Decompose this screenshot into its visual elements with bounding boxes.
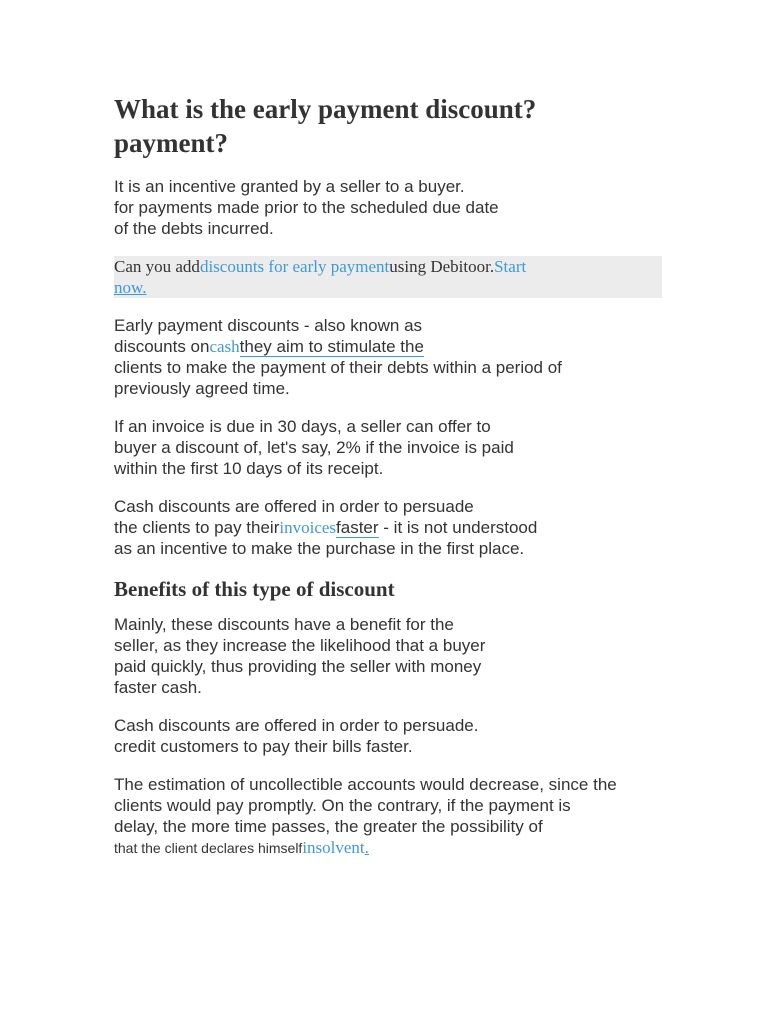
p1-line-4: previously agreed time.: [114, 379, 290, 398]
p1-line-2: [114, 336, 662, 357]
p1-line-2a: discounts on: [114, 337, 210, 356]
cash-link[interactable]: cash: [209, 337, 240, 356]
section-heading-benefits: Benefits of this type of discount: [114, 577, 395, 601]
article: [114, 92, 662, 876]
intro-line-1: It is an incentive granted by a seller to a buyer.: [114, 177, 465, 196]
intro-line-2: for payments made prior to the scheduled due date: [114, 198, 499, 217]
paragraph-early-payment: [114, 315, 662, 399]
cta-text-2: using Debitoor.: [389, 257, 495, 276]
invoices-link[interactable]: invoices: [279, 518, 337, 537]
p3-line-3: as an incentive to make the purchase in the first place.: [114, 539, 525, 558]
p6-line-4: [114, 837, 662, 859]
p2-line-2: buyer a discount of, let's say, 2% if the invoice is paid: [114, 438, 514, 457]
p4-line-4: faster cash.: [114, 678, 202, 697]
p6-line-3: delay, the more time passes, the greater the possibility of: [114, 817, 543, 836]
p1-line-1: Early payment discounts - also known as: [114, 316, 423, 335]
title-line-1: What is the early payment discount?: [114, 94, 537, 124]
p3-line-2: [114, 517, 662, 538]
intro-line-3: of the debts incurred.: [114, 219, 274, 238]
paragraph-uncollectible: [114, 774, 662, 859]
p6-line-2: clients would pay promptly. On the contrary, if the payment is: [114, 796, 571, 815]
start-link-text: Start: [494, 257, 527, 276]
p3-faster: faster: [336, 518, 379, 537]
p6-line-1: The estimation of uncollectible accounts would decrease, since the: [114, 775, 617, 794]
now-link-text: now: [114, 278, 143, 297]
p5-line-2: credit customers to pay their bills faster.: [114, 737, 413, 756]
p4-line-1: Mainly, these discounts have a benefit for the: [114, 615, 454, 634]
page-title: [114, 92, 662, 160]
paragraph-cash-discounts: [114, 496, 662, 559]
p3-line-2a: the clients to pay their: [114, 518, 280, 537]
p3-line-1: Cash discounts are offered in order to persuade: [114, 497, 474, 516]
paragraph-benefits: [114, 614, 662, 698]
p2-line-3: within the first 10 days of its receipt.: [114, 459, 384, 478]
p2-line-1: If an invoice is due in 30 days, a seller can offer to: [114, 417, 491, 436]
p4-line-3: paid quickly, thus providing the seller with money: [114, 657, 482, 676]
p6-line-4a: that the client declares himself: [114, 840, 303, 856]
p4-line-2: seller, as they increase the likelihood that a buyer: [114, 636, 486, 655]
paragraph-persuade: [114, 715, 662, 757]
paragraph-invoice-example: [114, 416, 662, 479]
intro-paragraph: [114, 176, 662, 239]
p1-line-2b: they aim to stimulate the: [239, 337, 424, 356]
title-line-2: payment?: [114, 128, 228, 158]
cta-text-1: Can you add: [114, 257, 200, 276]
p3-line-2c: - it is not understood: [378, 518, 538, 537]
p6-line-4-end: .: [364, 838, 369, 857]
insolvent-link[interactable]: insolvent: [302, 838, 365, 857]
cta-banner: [114, 256, 662, 298]
early-payment-discounts-link[interactable]: discounts for early payment: [199, 257, 390, 276]
p5-line-1: Cash discounts are offered in order to persuade.: [114, 716, 479, 735]
now-link-end: .: [142, 278, 147, 297]
p1-line-3: clients to make the payment of their debts within a period of: [114, 358, 562, 377]
